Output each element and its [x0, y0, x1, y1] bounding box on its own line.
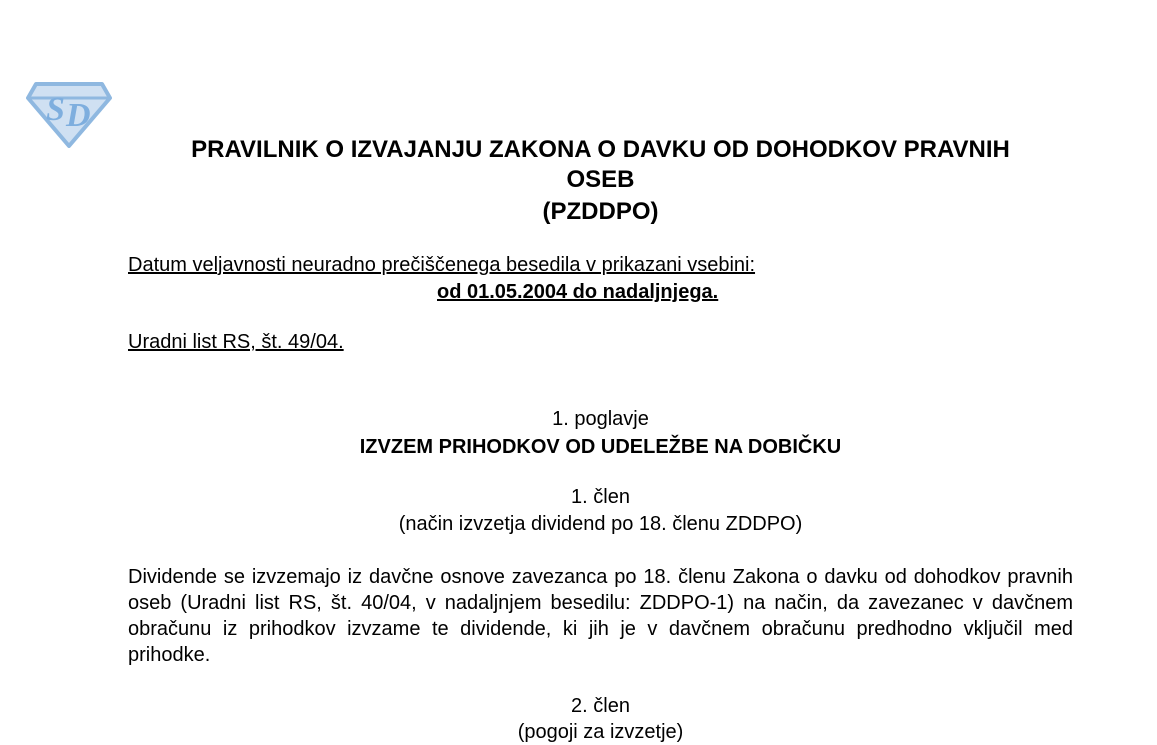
article-2-number: 2. člen [571, 695, 630, 717]
article-1-text: Dividende se izvzemajo iz davčne osnove zavezanca po 18. členu Zakona o davku od dohodkov pravnih oseb (Uradni list RS, št. 40/04, v nadaljnjem besedilu: ZDDPO-1) na način, da zavezanec v davčnem obračunu iz prihodkov izvzame te dividende, ki jih je v davčnem obračunu predhodno vključil med prihodke. [128, 566, 1073, 666]
document-title-line-1: PRAVILNIK O IZVAJANJU ZAKONA O DAVKU OD DOHODKOV PRAVNIH [191, 136, 1010, 163]
document-title-line-2: OSEB [566, 166, 635, 193]
validity-label: Datum veljavnosti neuradno prečiščenega besedila v prikazani vsebini: [128, 254, 756, 276]
document-title-abbreviation: (PZDDPO) [542, 198, 659, 225]
chapter-title: IZVZEM PRIHODKOV OD UDELEŽBE NA DOBIČKU [359, 436, 842, 458]
article-1-subtitle: (način izvzetja dividend po 18. členu ZDDPO) [398, 513, 803, 535]
validity-dates: od 01.05.2004 do nadaljnjega. [437, 281, 719, 303]
svg-text:S: S [46, 91, 65, 128]
chapter-number: 1. poglavje [552, 408, 649, 430]
svg-text:D: D [66, 97, 91, 134]
sd-logo [26, 76, 112, 148]
article-2-subtitle: (pogoji za izvzetje) [517, 721, 684, 743]
article-1-number: 1. člen [571, 486, 630, 508]
gazette-reference: Uradni list RS, št. 49/04. [128, 331, 344, 353]
